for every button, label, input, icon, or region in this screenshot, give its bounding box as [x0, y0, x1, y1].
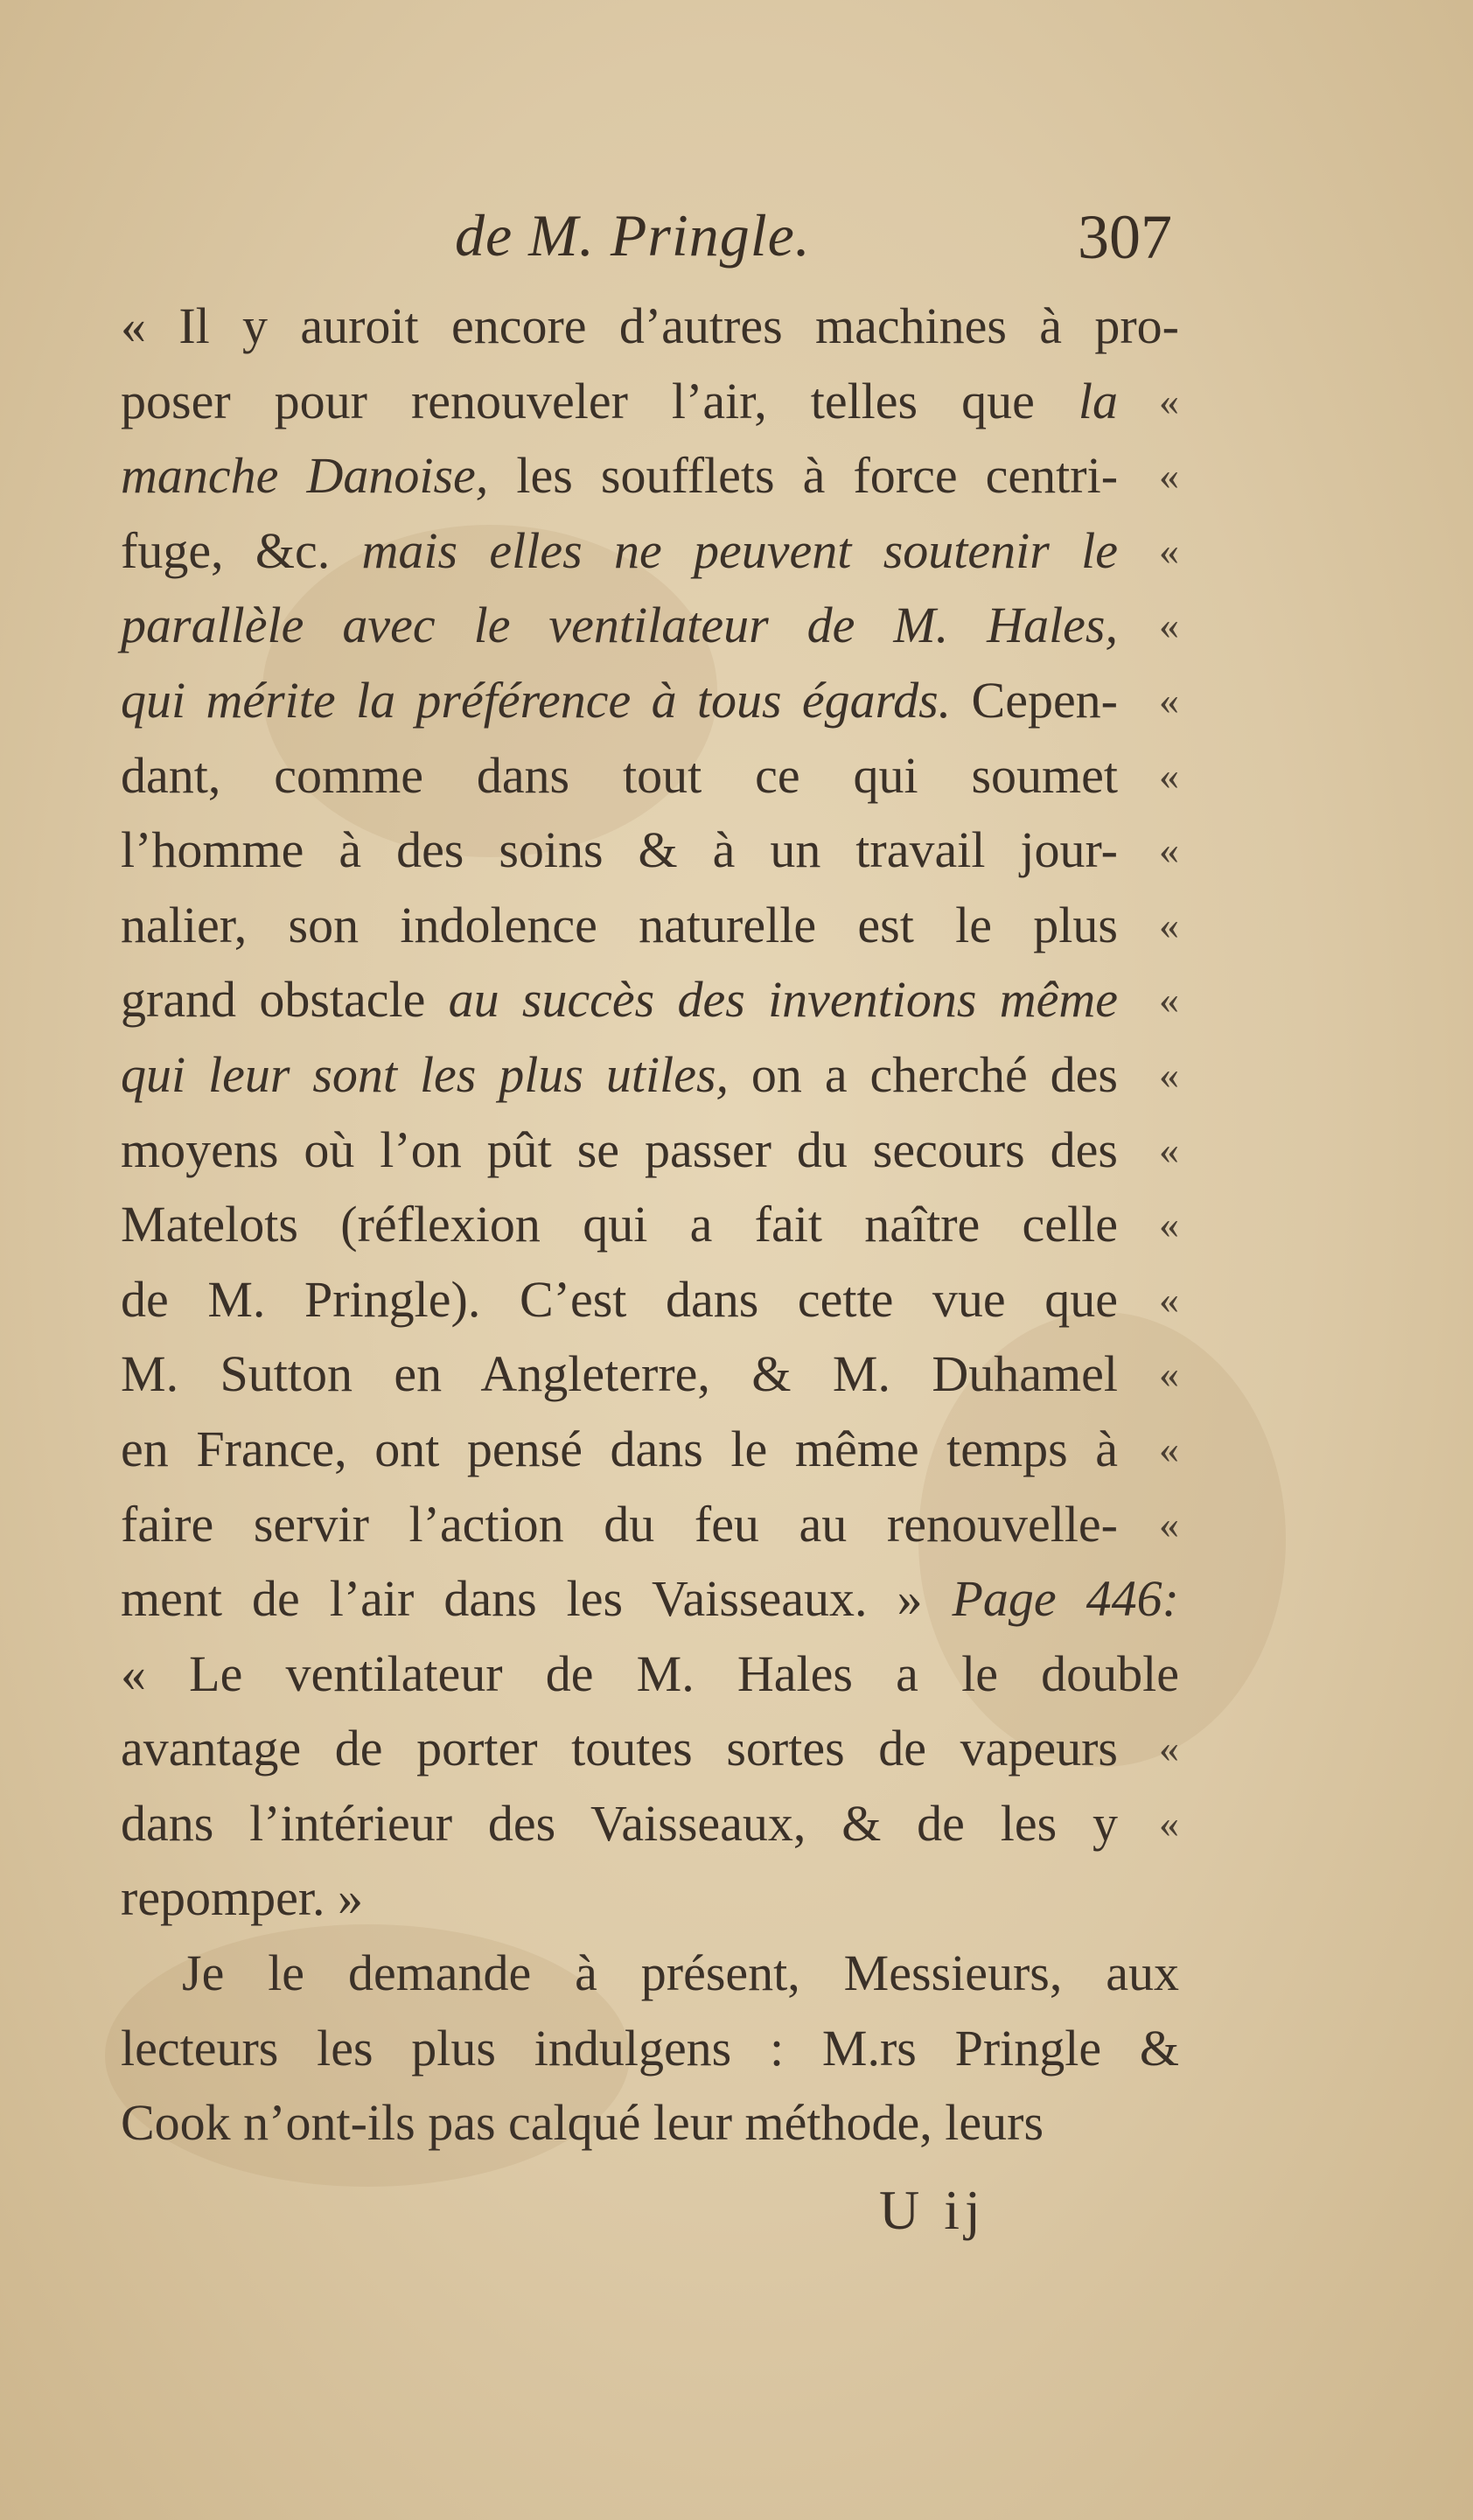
quote-mark: «: [1159, 977, 1179, 1023]
roman-text: M. Sutton en Angleterre, & M. Duhamel: [121, 1345, 1118, 1403]
running-head: [455, 201, 1181, 280]
text-line: [121, 962, 1179, 1037]
line-text: [121, 1860, 363, 1936]
line-text: [121, 1037, 1118, 1113]
italic-text: qui mérite la préférence à tous égards.: [121, 671, 952, 729]
roman-text: Cepen-: [951, 671, 1118, 729]
italic-text: manche Danoise,: [121, 447, 489, 505]
line-text: [121, 738, 1118, 813]
roman-text: fuge, &c.: [121, 521, 362, 579]
line-text: [121, 1412, 1118, 1487]
italic-text: parallèle avec le ventilateur de M. Hales,: [121, 597, 1118, 654]
roman-text: en France, ont pensé dans le même temps à: [121, 1420, 1118, 1477]
line-text: [121, 2085, 1044, 2160]
roman-text: Je le demande à présent, Messieurs, aux: [182, 1944, 1179, 2002]
line-text: [121, 2011, 1179, 2086]
text-line: [121, 2085, 1179, 2160]
roman-text: Matelots (réflexion qui a fait naître celle: [121, 1196, 1118, 1253]
text-line: [121, 1637, 1179, 1712]
text-line: [121, 1786, 1179, 1861]
italic-text: mais elles ne peuvent soutenir le: [361, 521, 1118, 579]
line-text: [121, 962, 1118, 1037]
text-line: [121, 1337, 1179, 1412]
quote-mark: «: [1159, 453, 1179, 499]
roman-text: nalier, son indolence naturelle est le plus: [121, 896, 1118, 953]
quote-mark: «: [1159, 1276, 1179, 1322]
text-line: [121, 1037, 1179, 1113]
line-text: [121, 1262, 1118, 1337]
quote-mark: «: [1159, 1202, 1179, 1247]
text-line: [121, 663, 1179, 738]
italic-text: au succès des inventions même: [448, 971, 1118, 1029]
roman-text: « Le ventilateur de M. Hales a le double: [121, 1644, 1179, 1702]
text-line: [121, 1936, 1179, 2011]
quote-mark: «: [1159, 527, 1179, 573]
roman-text: dant, comme dans tout ce qui soumet: [121, 746, 1118, 804]
quote-mark: «: [1159, 378, 1179, 423]
line-text: [121, 1711, 1118, 1786]
line-text: [121, 1113, 1118, 1188]
roman-text: repomper. »: [121, 1869, 364, 1927]
line-text: [121, 1487, 1118, 1562]
text-line: [121, 1711, 1179, 1786]
text-line: [121, 364, 1179, 439]
text-line: [121, 1487, 1179, 1562]
line-text: [182, 1936, 1179, 2011]
text-line: [121, 1412, 1179, 1487]
text-line: [121, 1561, 1179, 1637]
text-line: [121, 289, 1179, 364]
line-text: [121, 289, 1179, 364]
italic-text: qui leur sont les plus utiles,: [121, 1045, 730, 1103]
body-text: [121, 289, 1179, 2160]
roman-text: ment de l’air dans les Vaisseaux. »: [121, 1570, 953, 1628]
text-line: [121, 588, 1179, 663]
quote-mark: «: [1159, 752, 1179, 798]
line-text: [121, 364, 1118, 439]
quote-mark: «: [1159, 1127, 1179, 1172]
italic-text: Page 446:: [952, 1570, 1179, 1628]
running-head-title: de M. Pringle.: [455, 202, 811, 269]
roman-text: lecteurs les plus indulgens : M.rs Pringle &: [121, 2019, 1179, 2077]
text-line: [121, 1860, 1179, 1936]
text-line: [121, 1113, 1179, 1188]
line-text: [121, 1637, 1179, 1712]
line-text: [121, 813, 1118, 888]
line-text: [121, 1187, 1118, 1262]
quote-mark: «: [1159, 902, 1179, 947]
text-line: [121, 738, 1179, 813]
quote-mark: «: [1159, 1351, 1179, 1397]
quote-mark: «: [1159, 1726, 1179, 1771]
roman-text: l’homme à des soins & à un travail jour-: [121, 821, 1118, 879]
roman-text: Cook n’ont-ils pas calqué leur méthode, leurs: [121, 2094, 1044, 2152]
line-text: [121, 438, 1118, 513]
italic-text: la: [1078, 372, 1118, 429]
roman-text: grand obstacle: [121, 971, 449, 1029]
text-line: [121, 2011, 1179, 2086]
quote-mark: «: [1159, 1051, 1179, 1097]
line-text: [121, 1337, 1118, 1412]
line-text: [121, 588, 1118, 663]
text-line: [121, 813, 1179, 888]
roman-text: faire servir l’action du feu au renouvelle-: [121, 1495, 1118, 1553]
text-line: [121, 888, 1179, 963]
quote-mark: «: [1159, 603, 1179, 648]
roman-text: on a cherché des: [729, 1045, 1118, 1103]
roman-text: les soufflets à force centri-: [488, 447, 1119, 505]
text-line: [121, 513, 1179, 589]
text-line: [121, 1262, 1179, 1337]
quote-mark: «: [1159, 677, 1179, 722]
line-text: [121, 1786, 1118, 1861]
signature-mark: U ij: [879, 2179, 986, 2241]
quote-mark: «: [1159, 1501, 1179, 1546]
roman-text: « Il y auroit encore d’autres machines à pro-: [121, 297, 1179, 354]
line-text: [121, 1561, 1179, 1637]
line-text: [121, 663, 1118, 738]
line-text: [121, 513, 1118, 589]
roman-text: moyens où l’on pût se passer du secours des: [121, 1120, 1118, 1178]
page-number: 307: [1078, 202, 1172, 272]
roman-text: de M. Pringle). C’est dans cette vue que: [121, 1270, 1118, 1328]
roman-text: avantage de porter toutes sortes de vapeurs: [121, 1720, 1118, 1777]
roman-text: dans l’intérieur des Vaisseaux, & de les y: [121, 1794, 1118, 1852]
text-line: [121, 438, 1179, 513]
text-line: [121, 1187, 1179, 1262]
quote-mark: «: [1159, 827, 1179, 873]
quote-mark: «: [1159, 1800, 1179, 1846]
quote-mark: «: [1159, 1426, 1179, 1471]
roman-text: poser pour renouveler l’air, telles que: [121, 372, 1079, 429]
line-text: [121, 888, 1118, 963]
